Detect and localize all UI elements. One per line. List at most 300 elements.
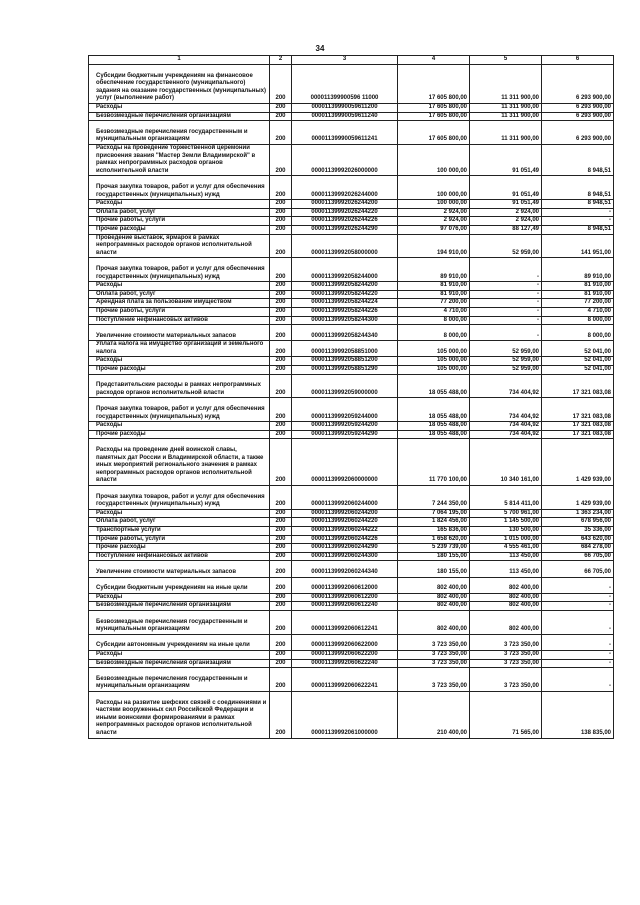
row-remaining-cell: - bbox=[542, 650, 614, 659]
row-code-cell: 200 bbox=[270, 544, 292, 553]
table-row bbox=[89, 282, 614, 291]
row-code-cell: 200 bbox=[270, 374, 292, 398]
row-kbk-cell: 00001139990059611200 bbox=[292, 104, 398, 113]
row-executed-cell: 91 051,49 bbox=[470, 144, 542, 175]
row-approved-cell: 81 910,00 bbox=[398, 290, 470, 299]
row-code-cell: 200 bbox=[270, 341, 292, 357]
row-executed-cell: 3 723 350,00 bbox=[470, 668, 542, 692]
row-name-cell: Прочие расходы bbox=[89, 225, 270, 234]
row-kbk-cell: 00001139990059611241 bbox=[292, 121, 398, 145]
table-row bbox=[89, 668, 614, 692]
row-approved-cell: 100 000,00 bbox=[398, 200, 470, 209]
row-kbk-cell: 00001139992058244220 bbox=[292, 290, 398, 299]
row-remaining-cell: 138 835,00 bbox=[542, 691, 614, 738]
row-remaining-cell: 6 293 900,00 bbox=[542, 121, 614, 145]
row-name-cell: Расходы bbox=[89, 200, 270, 209]
row-name-cell: Расходы bbox=[89, 282, 270, 291]
table-row bbox=[89, 691, 614, 738]
row-code-cell: 200 bbox=[270, 398, 292, 422]
row-kbk-cell: 00001139992026244226 bbox=[292, 217, 398, 226]
row-code-cell: 200 bbox=[270, 290, 292, 299]
row-code-cell: 200 bbox=[270, 200, 292, 209]
row-name-cell: Расходы на проведение торжественной церемонии присвоения звания "Мастер Земли Владимирской" в рамках непрограммных расходов органов исполнительной власти bbox=[89, 144, 270, 175]
row-name-cell: Расходы bbox=[89, 422, 270, 431]
table-row bbox=[89, 650, 614, 659]
row-remaining-cell: 6 293 900,00 bbox=[542, 112, 614, 121]
row-kbk-cell: 00001139992060244340 bbox=[292, 561, 398, 577]
row-code-cell: 200 bbox=[270, 561, 292, 577]
row-remaining-cell: 35 336,00 bbox=[542, 527, 614, 536]
row-code-cell: 200 bbox=[270, 357, 292, 366]
row-approved-cell: 77 200,00 bbox=[398, 299, 470, 308]
row-code-cell: 200 bbox=[270, 234, 292, 258]
row-kbk-cell: 00001139990059611240 bbox=[292, 112, 398, 121]
row-code-cell: 200 bbox=[270, 422, 292, 431]
row-code-cell: 200 bbox=[270, 225, 292, 234]
row-code-cell: 200 bbox=[270, 121, 292, 145]
row-remaining-cell: 17 321 083,08 bbox=[542, 398, 614, 422]
row-remaining-cell: 678 956,00 bbox=[542, 518, 614, 527]
row-code-cell: 200 bbox=[270, 299, 292, 308]
row-executed-cell: 2 924,00 bbox=[470, 217, 542, 226]
row-kbk-cell: 000011399900596 11000 bbox=[292, 65, 398, 104]
row-executed-cell: - bbox=[470, 307, 542, 316]
row-remaining-cell: 684 278,00 bbox=[542, 544, 614, 553]
row-executed-cell: 802 400,00 bbox=[470, 577, 542, 593]
row-remaining-cell: 4 710,00 bbox=[542, 307, 614, 316]
row-name-cell: Прочая закупка товаров, работ и услуг для обеспечения государственных (муниципальных) нужд bbox=[89, 486, 270, 510]
row-name-cell: Безвозмездные перечисления государственным и муниципальным организациям bbox=[89, 610, 270, 634]
row-executed-cell: 52 959,00 bbox=[470, 341, 542, 357]
row-approved-cell: 8 000,00 bbox=[398, 316, 470, 325]
row-code-cell: 200 bbox=[270, 668, 292, 692]
row-approved-cell: 4 710,00 bbox=[398, 307, 470, 316]
row-remaining-cell: 66 705,00 bbox=[542, 561, 614, 577]
row-remaining-cell: 66 705,00 bbox=[542, 552, 614, 561]
row-remaining-cell: 17 321 083,08 bbox=[542, 374, 614, 398]
table-row bbox=[89, 316, 614, 325]
row-remaining-cell: 81 910,00 bbox=[542, 282, 614, 291]
row-approved-cell: 7 064 195,00 bbox=[398, 509, 470, 518]
table-row bbox=[89, 225, 614, 234]
row-kbk-cell: 00001139992059244290 bbox=[292, 430, 398, 439]
table-row bbox=[89, 535, 614, 544]
table-row bbox=[89, 610, 614, 634]
row-name-cell: Расходы bbox=[89, 104, 270, 113]
table-row bbox=[89, 307, 614, 316]
row-kbk-cell: 00001139992026244290 bbox=[292, 225, 398, 234]
row-executed-cell: 11 311 900,00 bbox=[470, 65, 542, 104]
row-kbk-cell: 00001139992060244000 bbox=[292, 486, 398, 510]
row-code-cell: 200 bbox=[270, 691, 292, 738]
row-name-cell: Поступление нефинансовых активов bbox=[89, 552, 270, 561]
row-name-cell: Прочая закупка товаров, работ и услуг для обеспечения государственных (муниципальных) нужд bbox=[89, 176, 270, 200]
table-row bbox=[89, 366, 614, 375]
row-name-cell: Безвозмездные перечисления государственным и муниципальным организациям bbox=[89, 121, 270, 145]
row-name-cell: Безвозмездные перечисления государственным и муниципальным организациям bbox=[89, 668, 270, 692]
row-kbk-cell: 00001139992060244226 bbox=[292, 535, 398, 544]
table-row bbox=[89, 104, 614, 113]
row-code-cell: 200 bbox=[270, 535, 292, 544]
row-executed-cell: 5 700 961,00 bbox=[470, 509, 542, 518]
table-row bbox=[89, 65, 614, 104]
row-kbk-cell: 00001139992059244200 bbox=[292, 422, 398, 431]
row-kbk-cell: 00001139992060244222 bbox=[292, 527, 398, 536]
table-row bbox=[89, 659, 614, 668]
table-row bbox=[89, 602, 614, 611]
table-body bbox=[89, 65, 614, 739]
row-name-cell: Субсидии бюджетным учреждениям на финансовое обеспечение государственного (муниципального) задания на оказание государственных (муниципальных) услуг (выполнение работ) bbox=[89, 65, 270, 104]
row-approved-cell: 802 400,00 bbox=[398, 593, 470, 602]
table-row bbox=[89, 577, 614, 593]
row-approved-cell: 17 605 800,00 bbox=[398, 121, 470, 145]
row-name-cell: Увеличение стоимости материальных запасов bbox=[89, 561, 270, 577]
row-approved-cell: 194 910,00 bbox=[398, 234, 470, 258]
row-code-cell: 200 bbox=[270, 610, 292, 634]
column-header: 1 bbox=[89, 56, 270, 65]
row-executed-cell: 113 450,00 bbox=[470, 552, 542, 561]
table-row bbox=[89, 544, 614, 553]
table-row bbox=[89, 593, 614, 602]
table-header-row bbox=[89, 56, 614, 65]
row-executed-cell: 3 723 350,00 bbox=[470, 650, 542, 659]
row-executed-cell: 52 959,00 bbox=[470, 234, 542, 258]
row-approved-cell: 17 605 800,00 bbox=[398, 104, 470, 113]
row-remaining-cell: 8 000,00 bbox=[542, 316, 614, 325]
row-kbk-cell: 00001139992059000000 bbox=[292, 374, 398, 398]
row-kbk-cell: 00001139992058000000 bbox=[292, 234, 398, 258]
row-name-cell: Проведение выставок, ярмарок в рамках непрограммных расходов органов исполнительной власти bbox=[89, 234, 270, 258]
row-approved-cell: 8 000,00 bbox=[398, 325, 470, 341]
table-row bbox=[89, 258, 614, 282]
row-remaining-cell: 141 951,00 bbox=[542, 234, 614, 258]
page-number: 34 bbox=[315, 44, 325, 53]
row-name-cell: Поступление нефинансовых активов bbox=[89, 316, 270, 325]
row-remaining-cell: 17 321 083,08 bbox=[542, 422, 614, 431]
row-remaining-cell: - bbox=[542, 602, 614, 611]
table-row bbox=[89, 176, 614, 200]
row-executed-cell: 11 311 900,00 bbox=[470, 121, 542, 145]
row-approved-cell: 180 155,00 bbox=[398, 552, 470, 561]
table-row bbox=[89, 234, 614, 258]
row-executed-cell: 734 404,92 bbox=[470, 422, 542, 431]
row-approved-cell: 210 400,00 bbox=[398, 691, 470, 738]
row-kbk-cell: 00001139992060622200 bbox=[292, 650, 398, 659]
table-row bbox=[89, 634, 614, 650]
table-row bbox=[89, 509, 614, 518]
row-remaining-cell: - bbox=[542, 577, 614, 593]
row-approved-cell: 180 155,00 bbox=[398, 561, 470, 577]
row-kbk-cell: 00001139992060612241 bbox=[292, 610, 398, 634]
row-remaining-cell: - bbox=[542, 659, 614, 668]
row-name-cell: Расходы bbox=[89, 593, 270, 602]
row-code-cell: 200 bbox=[270, 634, 292, 650]
row-approved-cell: 1 824 456,00 bbox=[398, 518, 470, 527]
row-approved-cell: 18 055 488,00 bbox=[398, 374, 470, 398]
row-remaining-cell: 8 000,00 bbox=[542, 325, 614, 341]
table-row bbox=[89, 527, 614, 536]
row-kbk-cell: 00001139992061000000 bbox=[292, 691, 398, 738]
row-name-cell: Прочая закупка товаров, работ и услуг для обеспечения государственных (муниципальных) нужд bbox=[89, 398, 270, 422]
row-remaining-cell: 1 363 234,00 bbox=[542, 509, 614, 518]
row-name-cell: Прочие расходы bbox=[89, 544, 270, 553]
row-code-cell: 200 bbox=[270, 527, 292, 536]
row-code-cell: 200 bbox=[270, 104, 292, 113]
row-executed-cell: 1 015 000,00 bbox=[470, 535, 542, 544]
row-code-cell: 200 bbox=[270, 430, 292, 439]
row-approved-cell: 5 239 739,00 bbox=[398, 544, 470, 553]
row-name-cell: Арендная плата за пользование имуществом bbox=[89, 299, 270, 308]
table-row bbox=[89, 200, 614, 209]
table-row bbox=[89, 325, 614, 341]
row-kbk-cell: 00001139992060622240 bbox=[292, 659, 398, 668]
row-code-cell: 200 bbox=[270, 307, 292, 316]
row-remaining-cell: 6 293 900,00 bbox=[542, 104, 614, 113]
row-remaining-cell: 6 293 900,00 bbox=[542, 65, 614, 104]
row-code-cell: 200 bbox=[270, 144, 292, 175]
row-executed-cell: 4 555 461,00 bbox=[470, 544, 542, 553]
row-remaining-cell: 8 948,51 bbox=[542, 200, 614, 209]
row-approved-cell: 3 723 350,00 bbox=[398, 668, 470, 692]
table-row bbox=[89, 290, 614, 299]
row-executed-cell: 11 311 900,00 bbox=[470, 112, 542, 121]
row-code-cell: 200 bbox=[270, 602, 292, 611]
row-code-cell: 200 bbox=[270, 325, 292, 341]
row-approved-cell: 1 658 620,00 bbox=[398, 535, 470, 544]
row-approved-cell: 7 244 350,00 bbox=[398, 486, 470, 510]
row-executed-cell: 52 959,00 bbox=[470, 366, 542, 375]
row-kbk-cell: 00001139992059244000 bbox=[292, 398, 398, 422]
row-name-cell: Безвозмездные перечисления организациям bbox=[89, 112, 270, 121]
row-remaining-cell: 52 041,00 bbox=[542, 357, 614, 366]
row-name-cell: Оплата работ, услуг bbox=[89, 518, 270, 527]
row-executed-cell: 5 814 411,00 bbox=[470, 486, 542, 510]
row-remaining-cell: 1 429 939,00 bbox=[542, 439, 614, 486]
row-remaining-cell: - bbox=[542, 610, 614, 634]
row-kbk-cell: 00001139992026244000 bbox=[292, 176, 398, 200]
row-name-cell: Субсидии автономным учреждениям на иные цели bbox=[89, 634, 270, 650]
row-name-cell: Субсидии бюджетным учреждениям на иные цели bbox=[89, 577, 270, 593]
row-name-cell: Расходы на проведение дней воинской славы, памятных дат России и Владимирской области, а также иных мероприятий регионального значения в рамках непрограммных расходов органов исполнительной власти bbox=[89, 439, 270, 486]
column-header: 4 bbox=[398, 56, 470, 65]
row-approved-cell: 18 055 488,00 bbox=[398, 398, 470, 422]
row-name-cell: Безвозмездные перечисления организациям bbox=[89, 659, 270, 668]
row-approved-cell: 100 000,00 bbox=[398, 176, 470, 200]
row-remaining-cell: 52 041,00 bbox=[542, 341, 614, 357]
row-executed-cell: - bbox=[470, 258, 542, 282]
row-executed-cell: 734 404,92 bbox=[470, 398, 542, 422]
row-name-cell: Расходы bbox=[89, 650, 270, 659]
row-kbk-cell: 00001139992058244300 bbox=[292, 316, 398, 325]
row-executed-cell: 3 723 350,00 bbox=[470, 634, 542, 650]
row-remaining-cell: - bbox=[542, 634, 614, 650]
row-code-cell: 200 bbox=[270, 65, 292, 104]
row-kbk-cell: 00001139992060000000 bbox=[292, 439, 398, 486]
table-row bbox=[89, 299, 614, 308]
row-approved-cell: 802 400,00 bbox=[398, 610, 470, 634]
table-row bbox=[89, 208, 614, 217]
table-row bbox=[89, 561, 614, 577]
row-code-cell: 200 bbox=[270, 217, 292, 226]
row-name-cell: Расходы bbox=[89, 509, 270, 518]
row-approved-cell: 17 605 800,00 bbox=[398, 65, 470, 104]
row-name-cell: Представительские расходы в рамках непрограммных расходов органов исполнительной власти bbox=[89, 374, 270, 398]
row-code-cell: 200 bbox=[270, 577, 292, 593]
row-name-cell: Расходы на развитие шефских связей с соединениями и частями вооруженных сил Российской Федерации и иными воинскими формированиями в рамках непрограммных расходов органов исполнительной власти bbox=[89, 691, 270, 738]
row-kbk-cell: 00001139992026244220 bbox=[292, 208, 398, 217]
table-row bbox=[89, 430, 614, 439]
table-row bbox=[89, 121, 614, 145]
table-row bbox=[89, 374, 614, 398]
row-kbk-cell: 00001139992060612240 bbox=[292, 602, 398, 611]
row-code-cell: 200 bbox=[270, 439, 292, 486]
row-remaining-cell: - bbox=[542, 668, 614, 692]
row-executed-cell: - bbox=[470, 325, 542, 341]
row-remaining-cell: - bbox=[542, 593, 614, 602]
row-remaining-cell: 52 041,00 bbox=[542, 366, 614, 375]
row-kbk-cell: 00001139992060244200 bbox=[292, 509, 398, 518]
row-executed-cell: 2 924,00 bbox=[470, 208, 542, 217]
row-code-cell: 200 bbox=[270, 509, 292, 518]
row-executed-cell: - bbox=[470, 299, 542, 308]
row-kbk-cell: 00001139992058851290 bbox=[292, 366, 398, 375]
row-name-cell: Оплата работ, услуг bbox=[89, 208, 270, 217]
row-name-cell: Прочие работы, услуги bbox=[89, 535, 270, 544]
row-executed-cell: 734 404,92 bbox=[470, 374, 542, 398]
row-code-cell: 200 bbox=[270, 486, 292, 510]
row-code-cell: 200 bbox=[270, 112, 292, 121]
row-approved-cell: 18 055 488,00 bbox=[398, 422, 470, 431]
row-executed-cell: 91 051,49 bbox=[470, 200, 542, 209]
row-kbk-cell: 00001139992058244200 bbox=[292, 282, 398, 291]
row-name-cell: Увеличение стоимости материальных запасов bbox=[89, 325, 270, 341]
table-row bbox=[89, 439, 614, 486]
row-executed-cell: 802 400,00 bbox=[470, 610, 542, 634]
row-approved-cell: 18 055 488,00 bbox=[398, 430, 470, 439]
table-row bbox=[89, 217, 614, 226]
row-kbk-cell: 00001139992058244226 bbox=[292, 307, 398, 316]
row-kbk-cell: 00001139992058244000 bbox=[292, 258, 398, 282]
row-name-cell: Уплата налога на имущество организаций и земельного налога bbox=[89, 341, 270, 357]
row-executed-cell: - bbox=[470, 282, 542, 291]
row-remaining-cell: 8 948,51 bbox=[542, 144, 614, 175]
row-executed-cell: 10 340 161,00 bbox=[470, 439, 542, 486]
row-remaining-cell: 643 620,00 bbox=[542, 535, 614, 544]
row-approved-cell: 165 836,00 bbox=[398, 527, 470, 536]
row-approved-cell: 89 910,00 bbox=[398, 258, 470, 282]
row-executed-cell: 52 959,00 bbox=[470, 357, 542, 366]
row-remaining-cell: - bbox=[542, 217, 614, 226]
row-code-cell: 200 bbox=[270, 650, 292, 659]
table-row bbox=[89, 144, 614, 175]
row-approved-cell: 100 000,00 bbox=[398, 144, 470, 175]
row-name-cell: Прочие расходы bbox=[89, 430, 270, 439]
row-kbk-cell: 00001139992060612000 bbox=[292, 577, 398, 593]
row-kbk-cell: 00001139992058244224 bbox=[292, 299, 398, 308]
row-approved-cell: 105 000,00 bbox=[398, 357, 470, 366]
row-kbk-cell: 00001139992026244200 bbox=[292, 200, 398, 209]
row-name-cell: Безвозмездные перечисления организациям bbox=[89, 602, 270, 611]
table-row bbox=[89, 398, 614, 422]
row-code-cell: 200 bbox=[270, 316, 292, 325]
row-kbk-cell: 00001139992060244290 bbox=[292, 544, 398, 553]
row-code-cell: 200 bbox=[270, 208, 292, 217]
row-executed-cell: 3 723 350,00 bbox=[470, 659, 542, 668]
row-approved-cell: 3 723 350,00 bbox=[398, 634, 470, 650]
row-approved-cell: 97 076,00 bbox=[398, 225, 470, 234]
row-remaining-cell: - bbox=[542, 208, 614, 217]
column-header: 6 bbox=[542, 56, 614, 65]
row-remaining-cell: 81 910,00 bbox=[542, 290, 614, 299]
budget-table bbox=[88, 55, 614, 739]
row-executed-cell: 130 500,00 bbox=[470, 527, 542, 536]
column-header: 2 bbox=[270, 56, 292, 65]
table-row bbox=[89, 422, 614, 431]
table-row bbox=[89, 357, 614, 366]
row-kbk-cell: 00001139992060622241 bbox=[292, 668, 398, 692]
row-kbk-cell: 00001139992060244220 bbox=[292, 518, 398, 527]
row-approved-cell: 105 000,00 bbox=[398, 341, 470, 357]
row-kbk-cell: 00001139992058851000 bbox=[292, 341, 398, 357]
row-executed-cell: 11 311 900,00 bbox=[470, 104, 542, 113]
row-name-cell: Прочая закупка товаров, работ и услуг для обеспечения государственных (муниципальных) нужд bbox=[89, 258, 270, 282]
row-name-cell: Расходы bbox=[89, 357, 270, 366]
row-approved-cell: 11 770 100,00 bbox=[398, 439, 470, 486]
row-code-cell: 200 bbox=[270, 366, 292, 375]
table-row bbox=[89, 518, 614, 527]
row-approved-cell: 2 924,00 bbox=[398, 208, 470, 217]
column-header: 3 bbox=[292, 56, 398, 65]
row-approved-cell: 17 605 800,00 bbox=[398, 112, 470, 121]
row-remaining-cell: 8 948,51 bbox=[542, 176, 614, 200]
row-approved-cell: 2 924,00 bbox=[398, 217, 470, 226]
row-name-cell: Транспортные услуги bbox=[89, 527, 270, 536]
row-executed-cell: 88 127,49 bbox=[470, 225, 542, 234]
row-name-cell: Прочие работы, услуги bbox=[89, 307, 270, 316]
row-name-cell: Прочие расходы bbox=[89, 366, 270, 375]
row-code-cell: 200 bbox=[270, 593, 292, 602]
table-row bbox=[89, 112, 614, 121]
table-row bbox=[89, 341, 614, 357]
row-approved-cell: 3 723 350,00 bbox=[398, 650, 470, 659]
row-executed-cell: 113 450,00 bbox=[470, 561, 542, 577]
row-kbk-cell: 00001139992026000000 bbox=[292, 144, 398, 175]
table-row bbox=[89, 486, 614, 510]
row-kbk-cell: 00001139992060622000 bbox=[292, 634, 398, 650]
row-code-cell: 200 bbox=[270, 282, 292, 291]
row-remaining-cell: 8 948,51 bbox=[542, 225, 614, 234]
row-name-cell: Оплата работ, услуг bbox=[89, 290, 270, 299]
row-kbk-cell: 00001139992060612200 bbox=[292, 593, 398, 602]
row-name-cell: Прочие работы, услуги bbox=[89, 217, 270, 226]
row-remaining-cell: 17 321 083,08 bbox=[542, 430, 614, 439]
row-executed-cell: 802 400,00 bbox=[470, 593, 542, 602]
row-code-cell: 200 bbox=[270, 659, 292, 668]
column-header: 5 bbox=[470, 56, 542, 65]
row-executed-cell: 91 051,49 bbox=[470, 176, 542, 200]
row-remaining-cell: 77 200,00 bbox=[542, 299, 614, 308]
row-approved-cell: 105 000,00 bbox=[398, 366, 470, 375]
row-executed-cell: - bbox=[470, 316, 542, 325]
table-row bbox=[89, 552, 614, 561]
row-approved-cell: 81 910,00 bbox=[398, 282, 470, 291]
row-remaining-cell: 89 910,00 bbox=[542, 258, 614, 282]
row-code-cell: 200 bbox=[270, 552, 292, 561]
row-executed-cell: 734 404,92 bbox=[470, 430, 542, 439]
row-code-cell: 200 bbox=[270, 176, 292, 200]
row-kbk-cell: 00001139992060244300 bbox=[292, 552, 398, 561]
row-remaining-cell: 1 429 939,00 bbox=[542, 486, 614, 510]
